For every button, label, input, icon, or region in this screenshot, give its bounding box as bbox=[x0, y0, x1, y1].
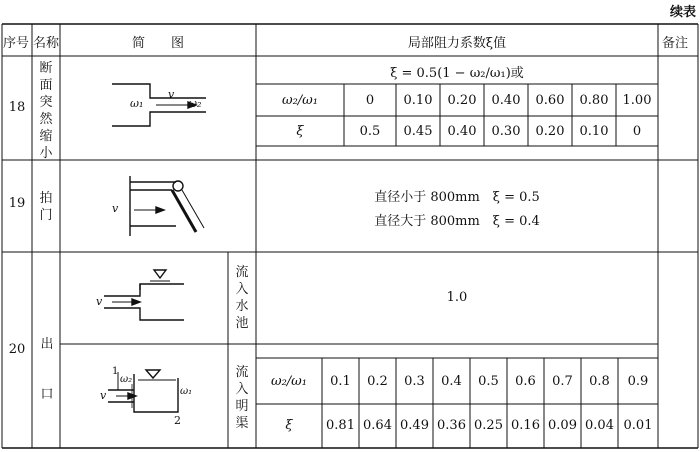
row20b-sketch-v: v bbox=[100, 389, 107, 402]
row20b-ratio-6: 0.7 bbox=[552, 374, 573, 389]
row20b-xi-8: 0.01 bbox=[623, 418, 653, 433]
row18-xi-5: 0.10 bbox=[579, 124, 609, 139]
row18-sketch-w1: ω₁ bbox=[130, 97, 144, 110]
row18-xi-2: 0.40 bbox=[447, 124, 477, 139]
row20b-sketch-n2: 2 bbox=[174, 414, 181, 427]
header-coeff: 局部阻力系数ξ值 bbox=[407, 36, 507, 51]
row18-xi-label: ξ bbox=[296, 124, 304, 139]
row19-name: 拍门 bbox=[39, 191, 53, 223]
row20b-xi-2: 0.49 bbox=[400, 418, 429, 433]
row20b-xi-3: 0.36 bbox=[437, 418, 466, 433]
continued-label: 续表 bbox=[669, 5, 696, 20]
row18-xi-4: 0.20 bbox=[535, 124, 565, 139]
row20b-ratio-8: 0.9 bbox=[627, 374, 649, 389]
row18-ratio-1: 0.10 bbox=[403, 93, 433, 108]
row20a-label: 流入水池 bbox=[235, 265, 249, 331]
row18-xi-1: 0.45 bbox=[403, 124, 433, 139]
row20b-ratio-3: 0.4 bbox=[441, 374, 462, 389]
row20b-xi-5: 0.16 bbox=[511, 418, 540, 433]
row20b-ratio-5: 0.6 bbox=[515, 374, 536, 389]
row18-ratio-3: 0.40 bbox=[491, 93, 521, 108]
row18-ratio-0: 0 bbox=[365, 93, 375, 108]
row20a-sketch-v: v bbox=[96, 295, 103, 308]
row20b-ratio-7: 0.8 bbox=[589, 374, 610, 389]
row20-no: 20 bbox=[8, 342, 26, 357]
row19-no: 19 bbox=[8, 196, 26, 211]
row20b-sketch-w1: ω₁ bbox=[180, 386, 193, 397]
row20-name: 出口 bbox=[40, 337, 54, 402]
outlet-pool-sketch bbox=[104, 270, 184, 320]
row20b-xi-4: 0.25 bbox=[474, 418, 503, 433]
row19-sketch-v: v bbox=[112, 202, 119, 215]
row20b-xi-7: 0.04 bbox=[585, 418, 614, 433]
row18-no: 18 bbox=[8, 100, 26, 115]
row18-xi-3: 0.30 bbox=[491, 124, 521, 139]
header-sketch: 简 图 bbox=[131, 36, 184, 51]
row18-formula: ξ = 0.5(1 − ω₂/ω₁)或 bbox=[390, 66, 524, 81]
row20b-xi-0: 0.81 bbox=[326, 418, 355, 433]
row18-sketch-v: v bbox=[168, 88, 175, 101]
outlet-channel-sketch bbox=[108, 370, 178, 412]
row20b-xi-6: 0.09 bbox=[548, 418, 577, 433]
row20b-ratio-2: 0.3 bbox=[404, 374, 425, 389]
row20b-ratio-label: ω₂/ω₁ bbox=[270, 374, 307, 389]
row19-line1: 直径小于 800mm ξ = 0.5 bbox=[374, 190, 540, 205]
row18-ratio-5: 0.80 bbox=[579, 93, 609, 108]
header-note: 备注 bbox=[662, 36, 689, 51]
row20b-ratio-0: 0.1 bbox=[330, 374, 351, 389]
row18-ratio-4: 0.60 bbox=[535, 93, 565, 108]
row20a-value: 1.0 bbox=[446, 290, 468, 305]
row18-ratio-6: 1.00 bbox=[622, 93, 652, 108]
row20b-ratio-4: 0.5 bbox=[478, 374, 499, 389]
header-name: 名称 bbox=[33, 36, 60, 51]
row18-ratio-label: ω₂/ω₁ bbox=[281, 93, 318, 108]
row18-xi-6: 0 bbox=[632, 124, 642, 139]
row20b-xi-label: ξ bbox=[285, 418, 293, 433]
row20b-label: 流入明渠 bbox=[235, 365, 249, 431]
row20b-sketch-n1: 1 bbox=[112, 366, 119, 377]
row20b-ratio-1: 0.2 bbox=[367, 374, 388, 389]
row20b-sketch-w2: ω₂ bbox=[120, 374, 133, 385]
row18-xi-0: 0.5 bbox=[359, 124, 381, 139]
row18-name: 断面突然缩小 bbox=[39, 61, 53, 161]
row18-sketch-w2: ω₂ bbox=[188, 97, 202, 110]
header-no: 序号 bbox=[3, 36, 30, 51]
flap-gate-sketch bbox=[130, 176, 204, 236]
row18-ratio-2: 0.20 bbox=[447, 93, 477, 108]
row20b-xi-1: 0.64 bbox=[363, 418, 392, 433]
row19-line2: 直径大于 800mm ξ = 0.4 bbox=[374, 214, 540, 229]
